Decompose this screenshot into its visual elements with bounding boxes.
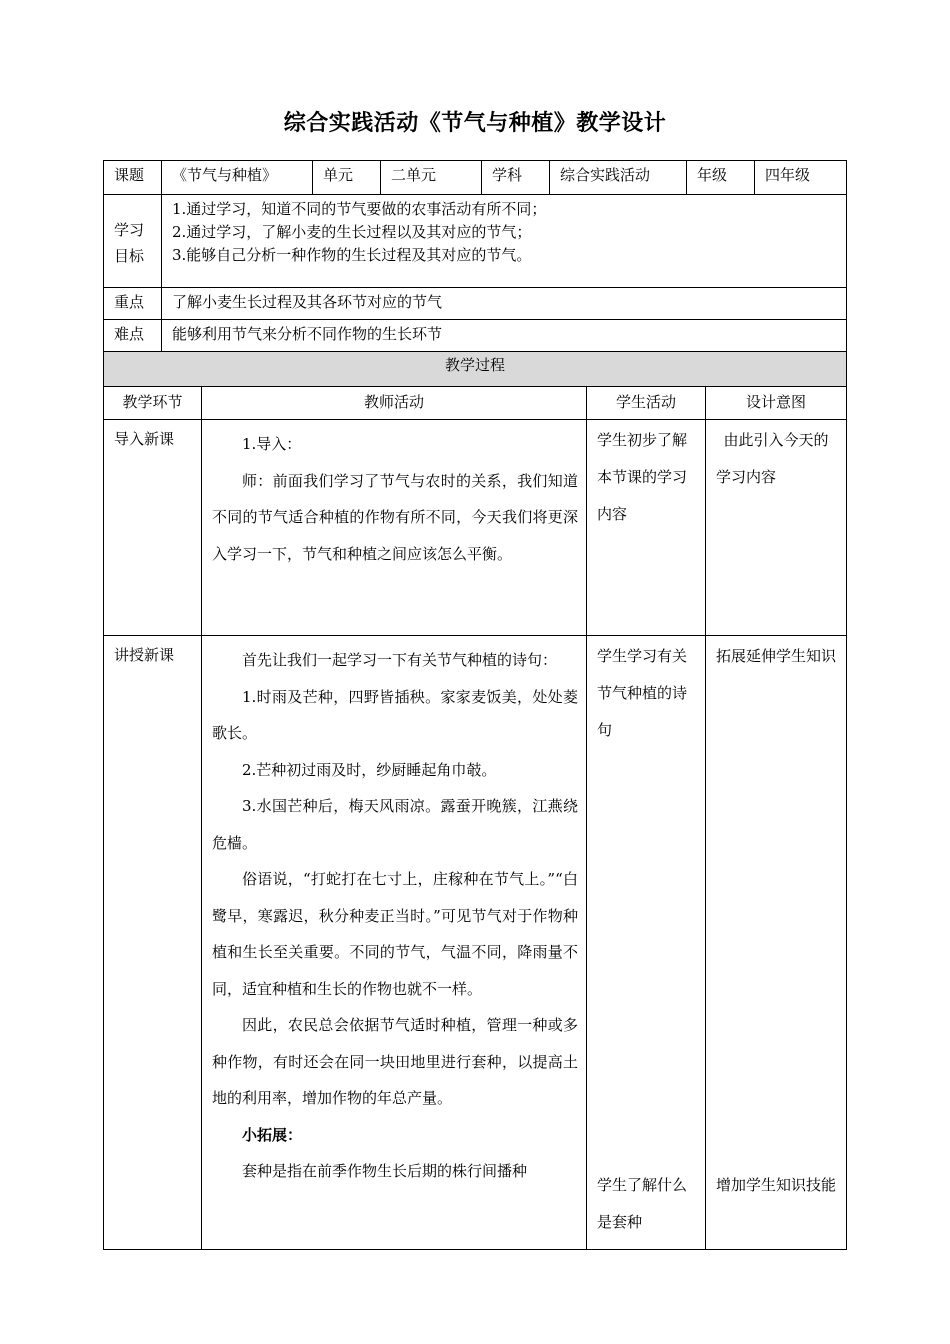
goals-label-line2: 目标 — [114, 247, 145, 265]
design-intent-cell: 由此引入今天的学习内容 — [706, 420, 847, 636]
info-row-topic — [104, 161, 847, 195]
info-row-goals — [104, 195, 847, 288]
student-activity-cell — [587, 636, 706, 1250]
teacher-activity-cell — [202, 636, 587, 1250]
teacher-paragraph: 1.时雨及芒种，四野皆插秧。家家麦饭美，处处菱歌长。 — [212, 687, 578, 742]
key-label: 重点 — [104, 288, 162, 320]
goal-item: 3.能够自己分析一种作物的生长过程及其对应的节气。 — [172, 246, 532, 264]
column-header-teacher: 教师活动 — [202, 387, 587, 420]
column-header-stage: 教学环节 — [104, 387, 202, 420]
teacher-paragraph: 3.水国芒种后，梅天风雨凉。露蚕开晚簇，江燕绕危樯。 — [212, 797, 578, 852]
process-row-new-lesson — [104, 636, 847, 1250]
subject-value: 综合实践活动 — [550, 161, 687, 195]
difficulty-label: 难点 — [104, 320, 162, 352]
key-value: 了解小麦生长过程及其各环节对应的节气 — [162, 288, 847, 320]
design-intent-text: 拓展延伸学生知识 — [716, 647, 837, 665]
teacher-paragraph: 2.芒种初过雨及时，纱厨睡起角巾攲。 — [242, 760, 497, 779]
student-activity-cell: 学生初步了解本节课的学习内容 — [587, 420, 706, 636]
process-header: 教学过程 — [104, 352, 847, 387]
topic-label: 课题 — [104, 161, 162, 195]
goals-label-line1: 学习 — [114, 221, 145, 239]
stage-cell: 讲授新课 — [104, 636, 202, 1250]
extension-heading: 小拓展： — [242, 1125, 303, 1144]
teacher-activity-cell — [202, 420, 587, 636]
design-intent-text-2: 增加学生知识技能 — [716, 1176, 837, 1194]
teaching-process-table — [103, 351, 847, 1250]
design-intent-cell — [706, 636, 847, 1250]
column-header-row — [104, 387, 847, 420]
grade-value: 四年级 — [755, 161, 847, 195]
difficulty-value: 能够利用节气来分析不同作物的生长环节 — [162, 320, 847, 352]
column-header-student: 学生活动 — [587, 387, 706, 420]
teacher-paragraph: 因此，农民总会依据节气适时种植，管理一种或多种作物，有时还会在同一块田地里进行套种，以提高土地的利用率，增加作物的年总产量。 — [212, 1016, 578, 1107]
goals-label — [104, 195, 162, 288]
topic-value: 《节气与种植》 — [162, 161, 313, 195]
lesson-info-table — [103, 160, 847, 352]
goal-item: 2.通过学习，了解小麦的生长过程以及其对应的节气； — [172, 223, 532, 241]
student-activity-text-2: 学生了解什么是套种 — [597, 1176, 688, 1231]
teacher-paragraph: 首先让我们一起学习一下有关节气种植的诗句： — [242, 651, 558, 669]
student-activity-text: 学生学习有关节气种植的诗句 — [597, 647, 688, 739]
teacher-paragraph: 师：前面我们学习了节气与农时的关系，我们知道不同的节气适合种植的作物有所不同，今天我们将更深入学习一下，节气和种植之间应该怎么平衡。 — [212, 471, 578, 563]
teacher-paragraph: 套种是指在前季作物生长后期的株行间播种 — [242, 1162, 528, 1180]
process-row-intro — [104, 420, 847, 636]
goals-list — [162, 195, 847, 288]
process-header-row — [104, 352, 847, 387]
stage-cell: 导入新课 — [104, 420, 202, 636]
teacher-paragraph: 1.导入： — [242, 435, 302, 453]
document-title: 综合实践活动《节气与种植》教学设计 — [283, 110, 667, 136]
info-row-difficulty — [104, 320, 847, 352]
grade-label: 年级 — [687, 161, 755, 195]
goal-item: 1.通过学习，知道不同的节气要做的农事活动有所不同； — [172, 200, 547, 218]
unit-label: 单元 — [313, 161, 381, 195]
column-header-intent: 设计意图 — [706, 387, 847, 420]
teacher-paragraph: 俗语说，“打蛇打在七寸上，庄稼种在节气上。”“白鹭早，寒露迟，秋分种麦正当时。”可见节气对于作物种植和生长至关重要。不同的节气，气温不同，降雨量不同，适宜种植和生长的作物也就不一样。 — [212, 870, 578, 998]
unit-value: 二单元 — [381, 161, 482, 195]
subject-label: 学科 — [482, 161, 550, 195]
info-row-key — [104, 288, 847, 320]
